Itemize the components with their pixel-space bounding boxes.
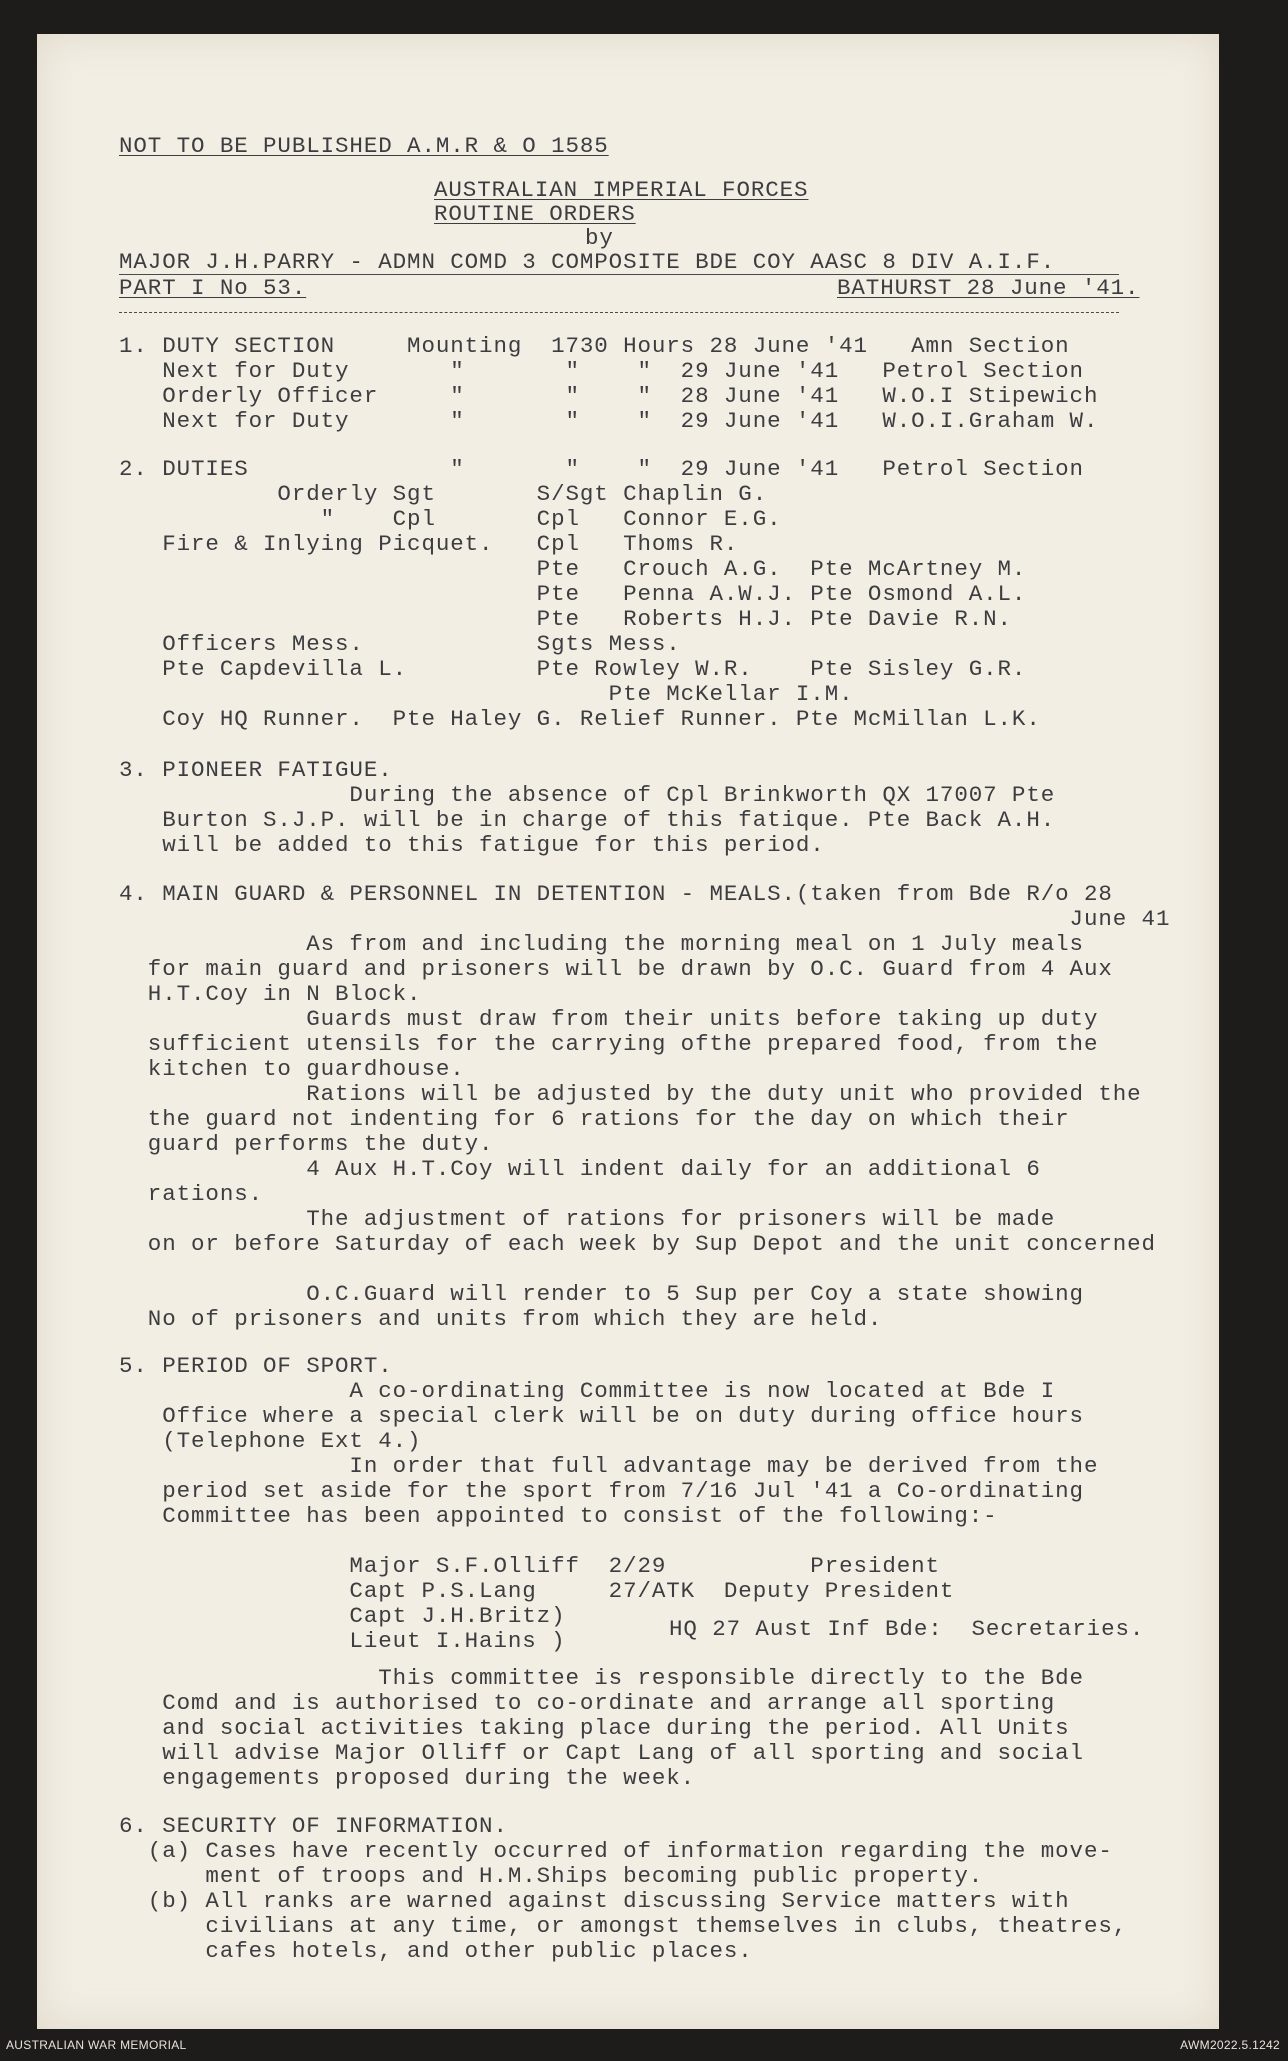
text-line: cafes hotels, and other public places.	[119, 1938, 753, 1964]
secretaries-note: HQ 27 Aust Inf Bde: Secretaries.	[669, 1616, 1145, 1642]
text-line: 2. DUTIES " " " 29 June '41 Petrol Section	[119, 456, 1084, 482]
text-line: Next for Duty " " " 29 June '41 W.O.I.Graham W.	[119, 408, 1099, 434]
archive-reference: AWM2022.5.1242	[1180, 2038, 1280, 2052]
text-line: (a) Cases have recently occurred of information regarding the move-	[119, 1838, 1113, 1864]
text-line: " Cpl Cpl Connor E.G.	[119, 506, 782, 532]
text-line: civilians at any time, or amongst themselves in clubs, theatres,	[119, 1913, 1128, 1939]
part-number: PART I No 53.	[119, 275, 307, 301]
text-line: period set aside for the sport from 7/16 Jul '41 a Co-ordinating	[119, 1478, 1084, 1504]
text-line: Guards must draw from their units before taking up duty	[119, 1006, 1099, 1032]
text-line: Capt P.S.Lang 27/ATK Deputy President	[119, 1578, 955, 1604]
document-type: ROUTINE ORDERS	[434, 201, 636, 227]
text-line: the guard not indenting for 6 rations for the day on which their	[119, 1106, 1070, 1132]
text-line: for main guard and prisoners will be drawn by O.C. Guard from 4 Aux	[119, 956, 1113, 982]
text-line: rations.	[119, 1181, 264, 1207]
text-line: Pte Crouch A.G. Pte McArtney M.	[119, 556, 1027, 582]
text-line: This committee is responsible directly to the Bde	[119, 1665, 1084, 1691]
text-line: engagements proposed during the week.	[119, 1765, 696, 1791]
text-line: 4 Aux H.T.Coy will indent daily for an additional 6	[119, 1156, 1041, 1182]
text-line: will be added to this fatigue for this period.	[119, 832, 825, 858]
text-line: Coy HQ Runner. Pte Haley G. Relief Runner. Pte McMillan L.K.	[119, 706, 1041, 732]
text-line: (b) All ranks are warned against discussing Service matters with	[119, 1888, 1070, 1914]
text-line: June 41	[119, 906, 1171, 932]
text-line: 5. PERIOD OF SPORT.	[119, 1353, 393, 1379]
text-line: Orderly Officer " " " 28 June '41 W.O.I Stipewich	[119, 383, 1099, 409]
issuer-line: MAJOR J.H.PARRY - ADMN COMD 3 COMPOSITE BDE COY AASC 8 DIV A.I.F.	[119, 249, 1056, 275]
text-line: sufficient utensils for the carrying ofthe prepared food, from the	[119, 1031, 1099, 1057]
text-line: Pte Capdevilla L. Pte Rowley W.R. Pte Sisley G.R.	[119, 656, 1027, 682]
text-line: Lieut I.Hains )	[119, 1628, 566, 1654]
text-line: Officers Mess. Sgts Mess.	[119, 631, 681, 657]
text-line: 1. DUTY SECTION Mounting 1730 Hours 28 June '41 Amn Section	[119, 333, 1070, 359]
by-line: by	[585, 225, 614, 251]
text-line: In order that full advantage may be derived from the	[119, 1453, 1099, 1479]
text-line: Rations will be adjusted by the duty unit who provided the	[119, 1081, 1142, 1107]
text-line: Fire & Inlying Picquet. Cpl Thoms R.	[119, 531, 739, 557]
text-line: Comd and is authorised to co-ordinate and arrange all sporting	[119, 1690, 1056, 1716]
text-line: Orderly Sgt S/Sgt Chaplin G.	[119, 481, 768, 507]
text-line: O.C.Guard will render to 5 Sup per Coy a state showing	[119, 1281, 1084, 1307]
text-line: ment of troops and H.M.Ships becoming public property.	[119, 1863, 984, 1889]
text-line: H.T.Coy in N Block.	[119, 981, 422, 1007]
force-title: AUSTRALIAN IMPERIAL FORCES	[434, 177, 809, 203]
text-line: A co-ordinating Committee is now located at Bde I	[119, 1378, 1056, 1404]
text-line: guard performs the duty.	[119, 1131, 494, 1157]
text-line: 3. PIONEER FATIGUE.	[119, 757, 393, 783]
header-separator	[119, 312, 1119, 313]
text-line: As from and including the morning meal on 1 July meals	[119, 931, 1084, 957]
text-line: 4. MAIN GUARD & PERSONNEL IN DETENTION - MEALS.(taken from Bde R/o 28	[119, 881, 1113, 907]
text-line: During the absence of Cpl Brinkworth QX 17007 Pte	[119, 782, 1056, 808]
text-line: 6. SECURITY OF INFORMATION.	[119, 1813, 508, 1839]
text-line: Pte Roberts H.J. Pte Davie R.N.	[119, 606, 1012, 632]
text-line: Pte McKellar I.M.	[119, 681, 854, 707]
text-line: Major S.F.Olliff 2/29 President	[119, 1553, 940, 1579]
text-line: Office where a special clerk will be on duty during office hours	[119, 1403, 1084, 1429]
text-line: Capt J.H.Britz)	[119, 1603, 566, 1629]
text-line: (Telephone Ext 4.)	[119, 1428, 422, 1454]
text-line: Pte Penna A.W.J. Pte Osmond A.L.	[119, 581, 1027, 607]
text-line: and social activities taking place during the period. All Units	[119, 1715, 1070, 1741]
text-line: The adjustment of rations for prisoners will be made	[119, 1206, 1056, 1232]
restriction-notice: NOT TO BE PUBLISHED A.M.R & O 1585	[119, 133, 609, 159]
place-date: BATHURST 28 June '41.	[837, 275, 1140, 301]
text-line: Next for Duty " " " 29 June '41 Petrol Section	[119, 358, 1084, 384]
text-line: No of prisoners and units from which they are held.	[119, 1306, 883, 1332]
text-line: Committee has been appointed to consist of the following:-	[119, 1503, 998, 1529]
text-line: kitchen to guardhouse.	[119, 1056, 465, 1082]
text-line: on or before Saturday of each week by Sup Depot and the unit concerned	[119, 1231, 1156, 1257]
text-line: Burton S.J.P. will be in charge of this fatique. Pte Back A.H.	[119, 807, 1056, 833]
text-line: will advise Major Olliff or Capt Lang of all sporting and social	[119, 1740, 1084, 1766]
archive-credit: AUSTRALIAN WAR MEMORIAL	[6, 2038, 187, 2052]
document-page	[37, 34, 1219, 2029]
